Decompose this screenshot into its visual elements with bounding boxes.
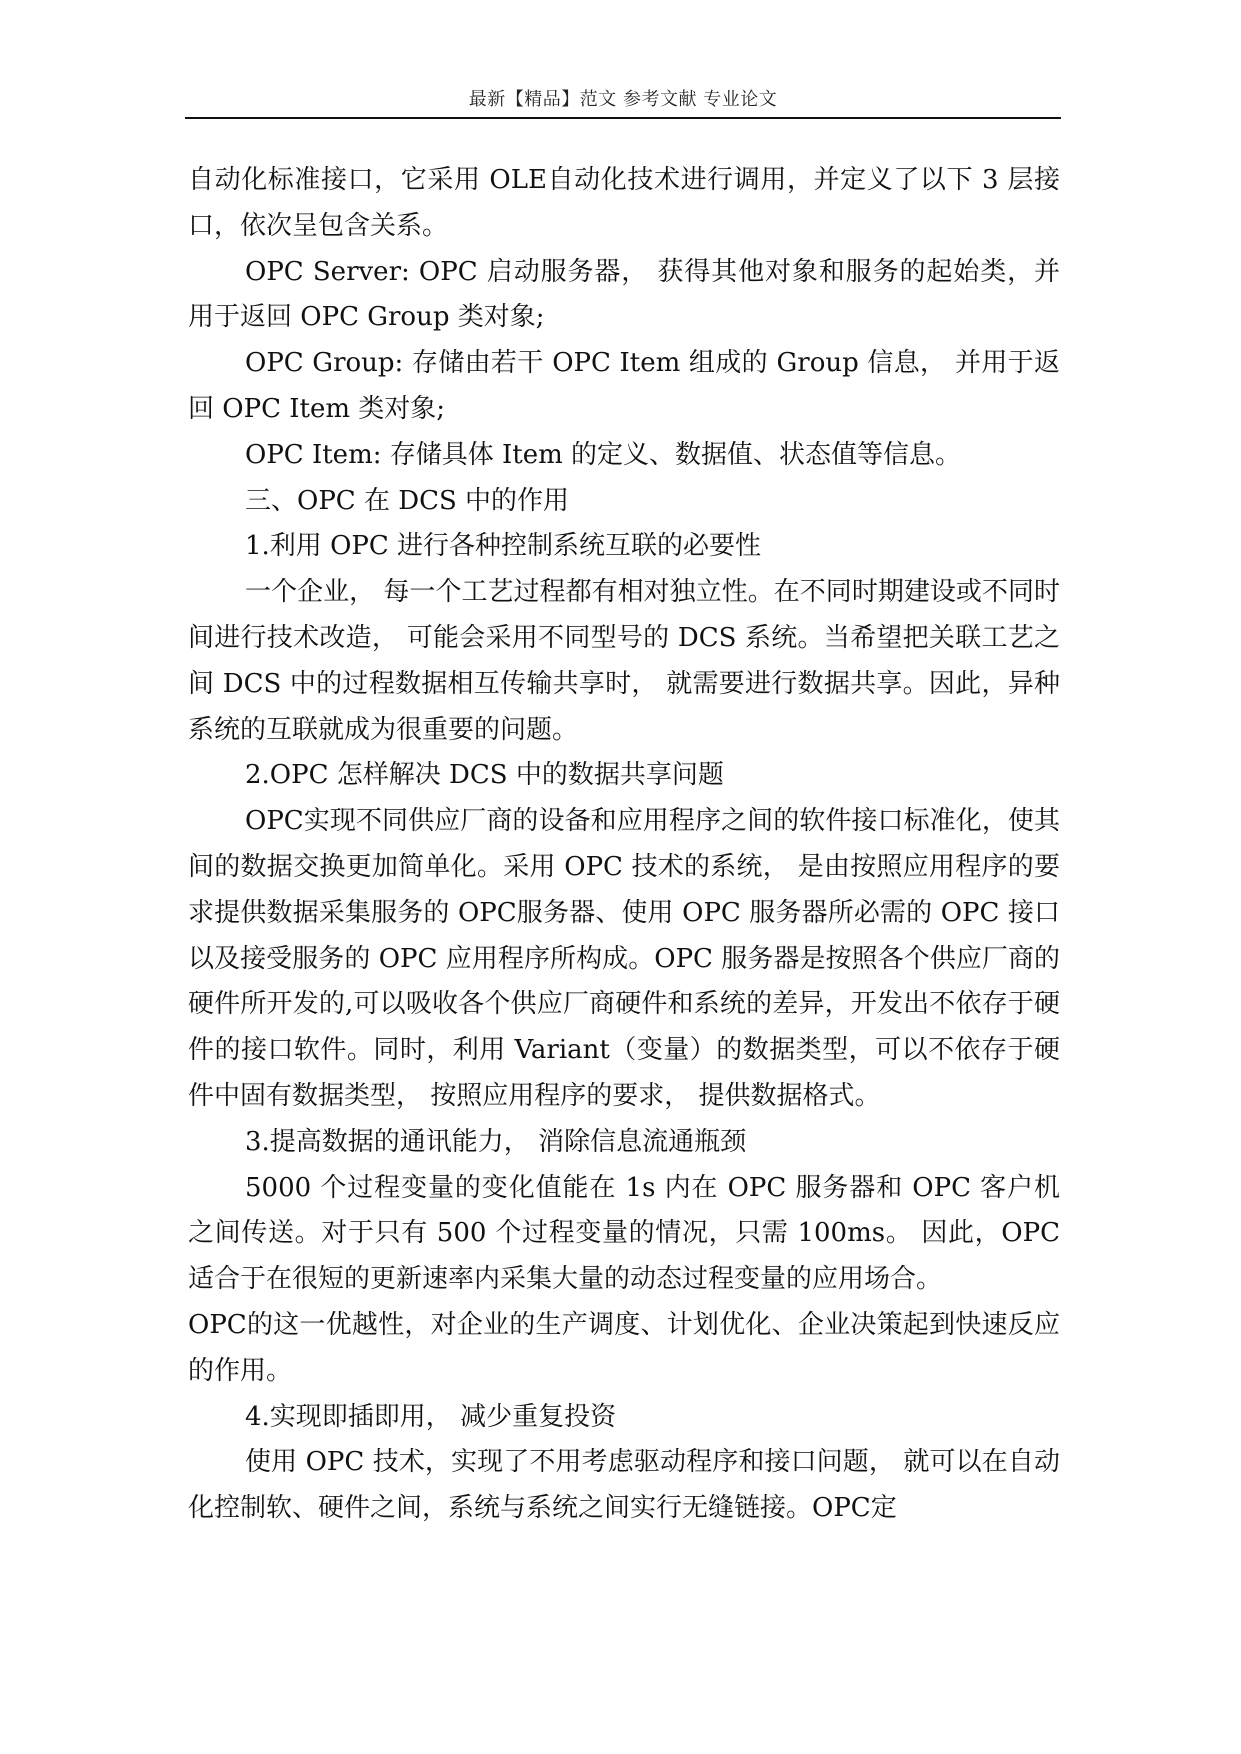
paragraph-5: 一个企业， 每一个工艺过程都有相对独立性。在不同时期建设或不同时间进行技术改造， 可能会采用不同型号的 DCS 系统。当希望把关联工艺之间 DCS 中的过程数据相互传输共享时， 就需要进行数据共享。因此，异种系统的互联就成为很重要的问题。 [188,577,1060,745]
paragraph-1: 自动化标准接口，它采用 OLE自动化技术进行调用，并定义了以下 3 层接口，依次呈包含关系。 [188,165,1060,241]
header-divider [185,117,1061,119]
paragraph-8: OPC的这一优越性，对企业的生产调度、计划优化、企业决策起到快速反应的作用。 [188,1309,1060,1386]
paragraph-6: OPC实现不同供应厂商的设备和应用程序之间的软件接口标准化，使其间的数据交换更加简单化。采用 OPC 技术的系统， 是由按照应用程序的要求提供数据采集服务的 OPC服务器、使用 OPC 服务器所必需的 OPC 接口以及接受服务的 OPC 应用程序所构成。OPC 服务器是按照各个供应厂商的硬件所开发的,可以吸收各个供应厂商硬件和系统的差异，开发出不依存于硬件的接口软件。同时，利用 Variant（变量）的数据类型，可以不依存于硬件中固有数据类型， 按照应用程序的要求， 提供数据格式。 [188,806,1060,1111]
paragraph-2: OPC Server: OPC 启动服务器， 获得其他对象和服务的起始类，并用于返回 OPC Group 类对象; [188,256,1060,333]
document-body [188,158,1060,1532]
subheading-4: 4.实现即插即用， 减少重复投资 [245,1401,617,1432]
section-heading: 三、OPC 在 DCS 中的作用 [245,485,570,516]
paragraph-7: 5000 个过程变量的变化值能在 1s 内在 OPC 服务器和 OPC 客户机之间传送。对于只有 500 个过程变量的情况，只需 100ms。 因此，OPC 适合于在很短的更新速率内采集大量的动态过程变量的应用场合。 [188,1172,1060,1295]
subheading-3: 3.提高数据的通讯能力， 消除信息流通瓶颈 [245,1126,747,1157]
paragraph-4: OPC Item: 存储具体 Item 的定义、数据值、状态值等信息。 [245,439,962,470]
subheading-1: 1.利用 OPC 进行各种控制系统互联的必要性 [245,531,762,562]
paragraph-9: 使用 OPC 技术，实现了不用考虑驱动程序和接口问题， 就可以在自动化控制软、硬件之间，系统与系统之间实行无缝链接。OPC定 [188,1447,1060,1524]
page-header: 最新【精品】范文 参考文献 专业论文 [468,89,778,110]
subheading-2: 2.OPC 怎样解决 DCS 中的数据共享问题 [245,760,724,791]
paragraph-3: OPC Group: 存储由若干 OPC Item 组成的 Group 信息， 并用于返回 OPC Item 类对象; [188,348,1060,424]
